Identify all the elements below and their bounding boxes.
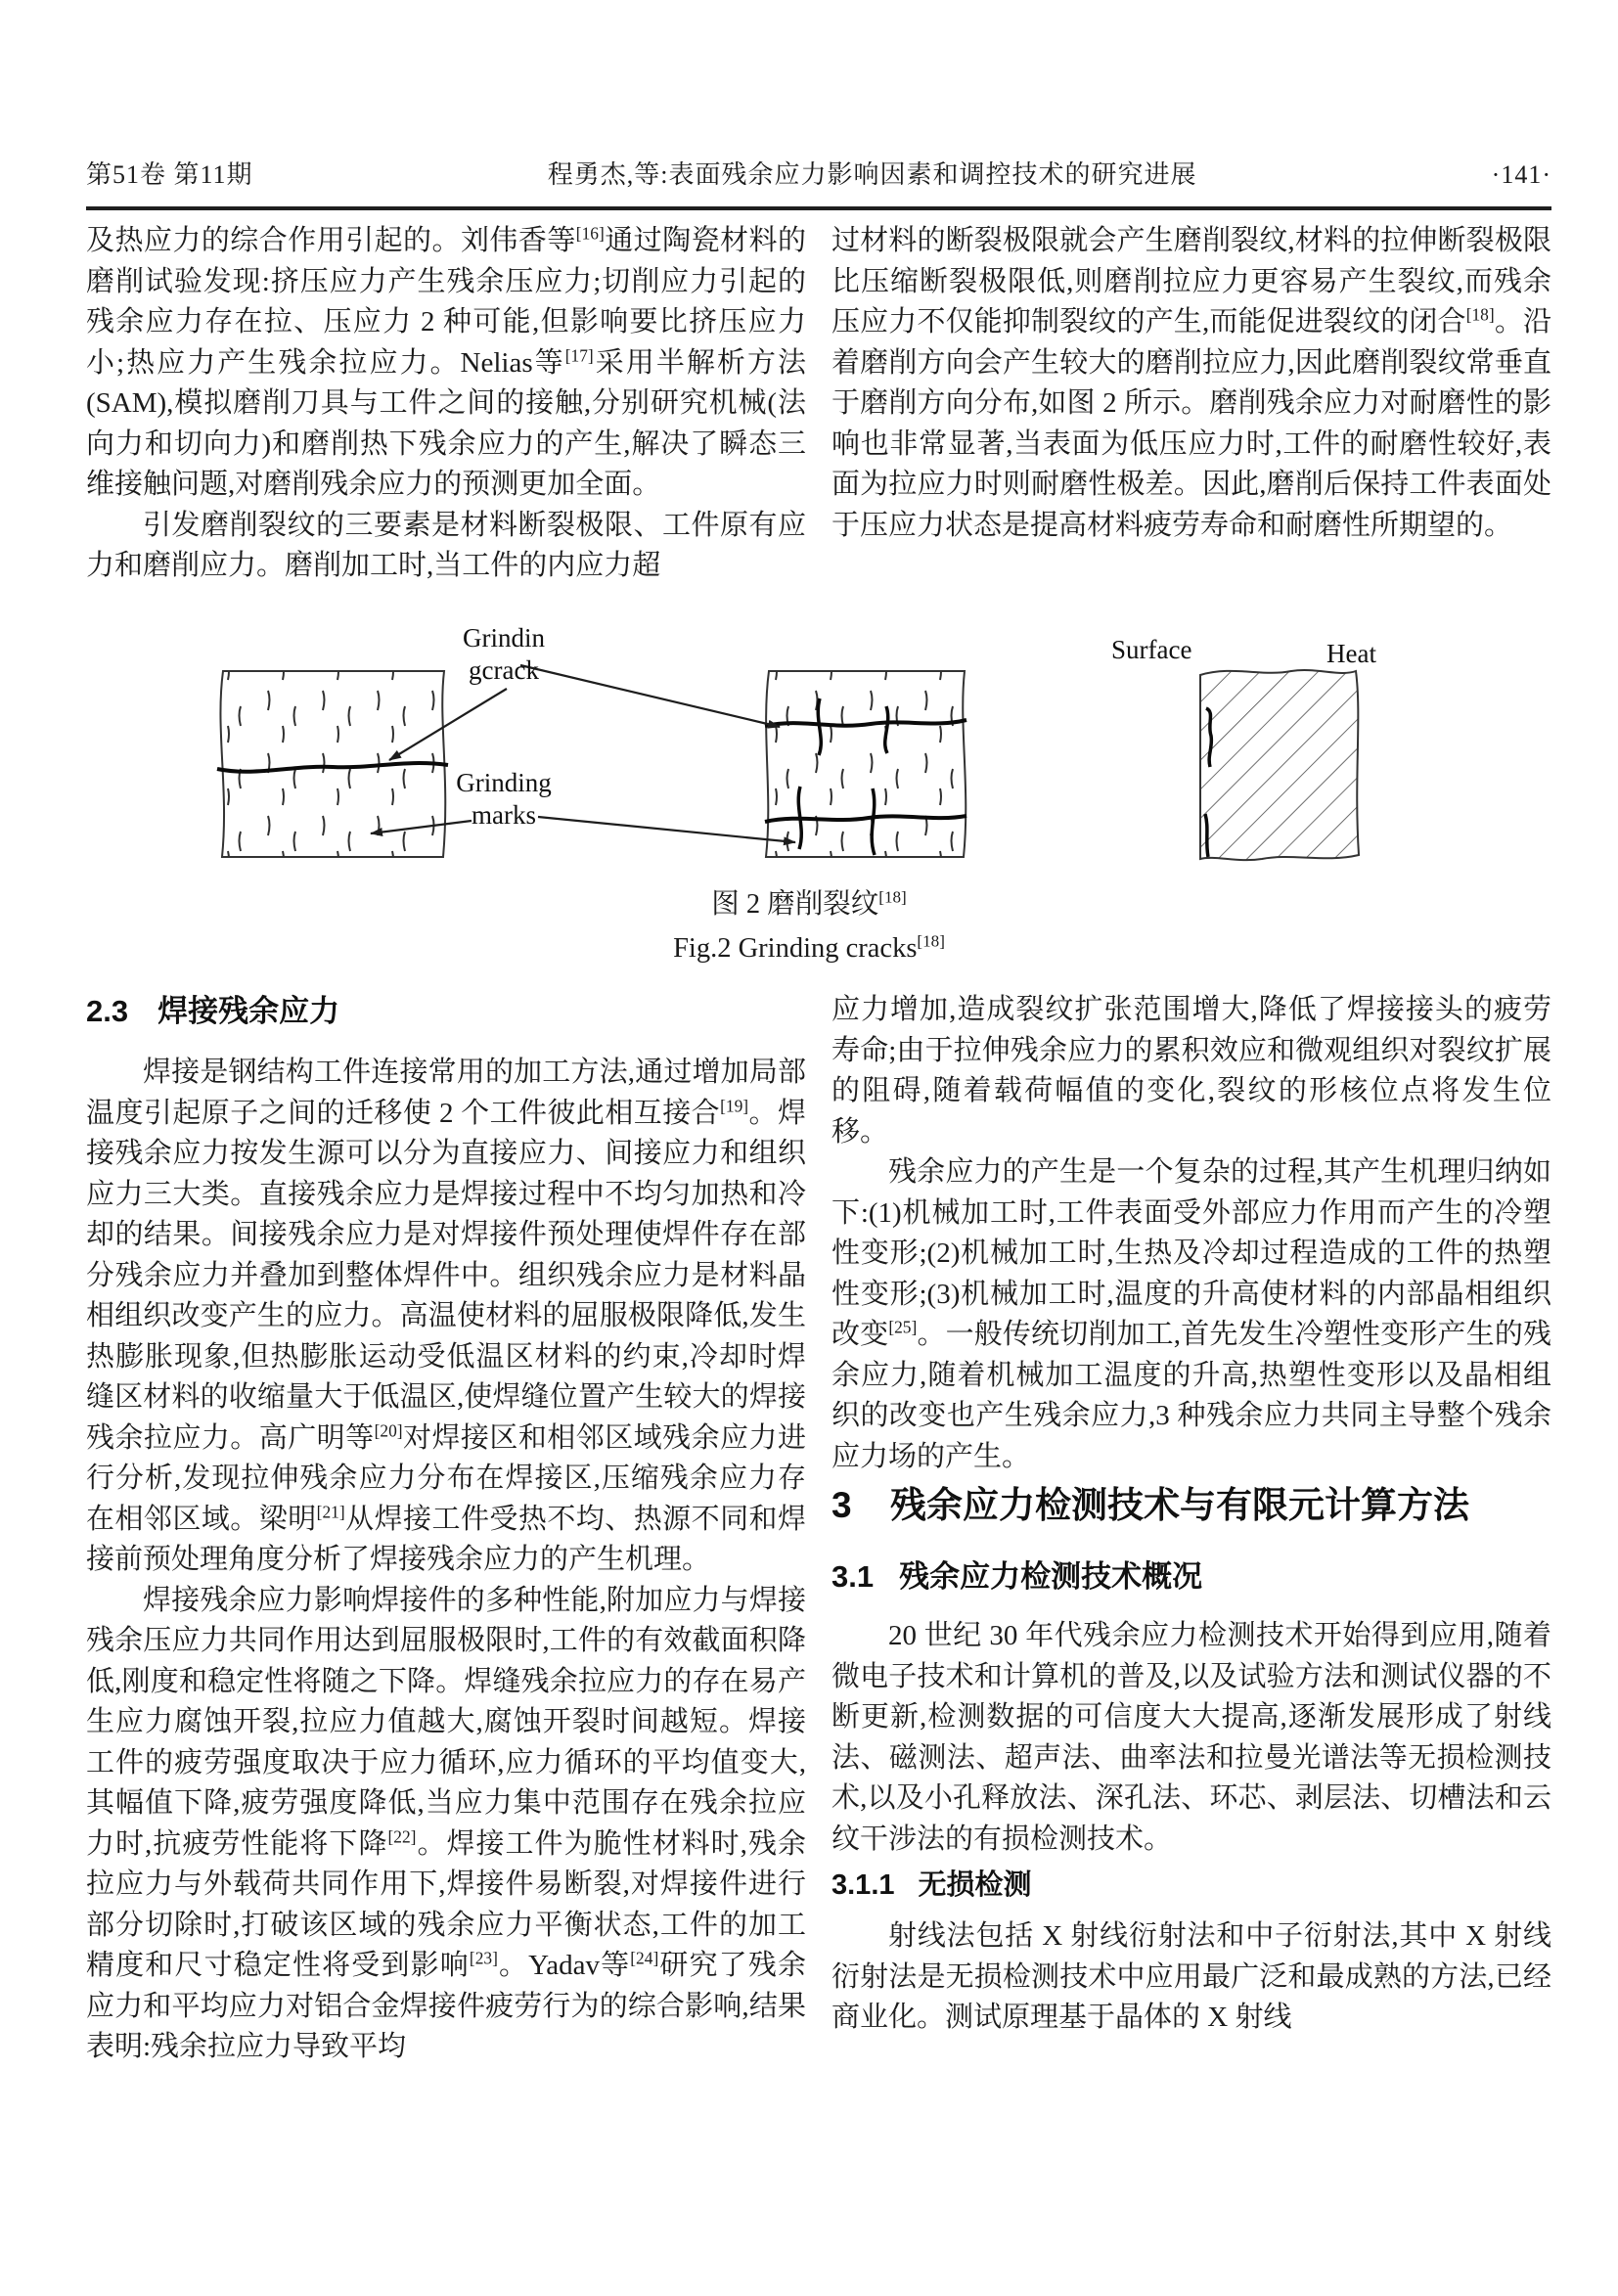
figure-caption xyxy=(0,882,1618,970)
label-heat: Heat xyxy=(1326,639,1376,668)
left-column-bottom xyxy=(86,990,806,2068)
right-column-bottom xyxy=(831,990,1551,2039)
label-grinding-crack: Grindin gcrack xyxy=(463,623,545,685)
running-title: 程勇杰,等:表面残余应力影响因素和调控技术的研究进展 xyxy=(547,160,1197,189)
grinding-cracks-illustration xyxy=(147,622,1467,904)
volume-issue: 第51卷 第11期 xyxy=(86,160,253,189)
paragraph: 焊接残余应力影响焊接件的多种性能,附加应力与焊接残余压应力共同作用达到屈服极限时,工件的有效截面积降低,刚度和稳定性将随之下降。焊缝残余拉应力的存在易产生应力腐蚀开裂,拉应力值越大,腐蚀开裂时间越短。焊接工件的疲劳强度取决于应力循环,应力循环的平均值变大,其幅值下降,疲劳强度降低,当应力集中范围存在残余拉应力时,抗疲劳性能将下降[22]。焊接工件为脆性材料时,残余拉应力与外载荷共同作用下,焊接件易断裂,对焊接件进行部分切除时,打破该区域的残余应力平衡状态,工件的加工精度和尺寸稳定性将受到影响[23]。Yadav等[24]研究了残余应力和平均应力对铝合金焊接件疲劳行为的综合影响,结果表明:残余拉应力导致平均 xyxy=(86,1584,806,2062)
paragraph: 焊接是钢结构工件连接常用的加工方法,通过增加局部温度引起原子之间的迁移使 2 个工件彼此相互接合[19]。焊接残余应力按发生源可以分为直接应力、间接应力和组织应力三大类。直接残余应力是焊接过程中不均匀加热和冷却的结果。间接残余应力是对焊接件预处理使焊件存在部分残余应力并叠加到整体焊件中。组织残余应力是材料晶相组织改变产生的应力。高温使材料的屈服极限降低,发生热膨胀现象,但热膨胀运动受低温区材料的约束,冷却时焊缝区材料的收缩量大于低温区,使焊缝位置产生较大的焊接残余拉应力。高广明等[20]对焊接区和相邻区域残余应力进行分析,发现拉伸残余应力分布在焊接区,压缩残余应力存在相邻区域。梁明[21]从焊接工件受热不均、热源不同和焊接前预处理角度分析了焊接残余应力的产生机理。 xyxy=(86,1057,806,1575)
figure-grinding-cracks xyxy=(147,622,1467,904)
figure-caption-en: Fig.2 Grinding cracks[18] xyxy=(673,931,945,964)
section-heading-3-1-1: 3.1.1 无损检测 xyxy=(831,1869,1032,1901)
paragraph: 20 世纪 30 年代残余应力检测技术开始得到应用,随着微电子技术和计算机的普及,以及试验方法和测试仪器的不断更新,检测数据的可信度大大提高,逐渐发展形成了射线法、磁测法、超声法、曲率法和拉曼光谱法等无损检测技术,以及小孔释放法、深孔法、环芯、剥层法、切槽法和云纹干涉法的有损检测技术。 xyxy=(831,1620,1551,1855)
page-header xyxy=(86,155,1551,210)
paragraph: 射线法包括 X 射线衍射法和中子衍射法,其中 X 射线衍射法是无损检测技术中应用最广泛和最成熟的方法,已经商业化。测试原理基于晶体的 X 射线 xyxy=(831,1920,1551,2033)
panel-c-hatched xyxy=(1200,670,1359,860)
section-heading-3: 3 残余应力检测技术与有限元计算方法 xyxy=(831,1485,1469,1525)
left-column-top xyxy=(86,221,806,628)
label-surface: Surface xyxy=(1111,635,1192,664)
section-heading-2-3: 2.3 焊接残余应力 xyxy=(86,994,340,1028)
paragraph: 引发磨削裂纹的三要素是材料断裂极限、工件原有应力和磨削应力。磨削加工时,当工件的内应力超 xyxy=(86,509,806,581)
figure-caption-zh: 图 2 磨削裂纹[18] xyxy=(711,887,907,920)
arrow-marks-right xyxy=(538,817,795,842)
paragraph: 残余应力的产生是一个复杂的过程,其产生机理归纳如下:(1)机械加工时,工件表面受外部应力作用而产生的冷塑性变形;(2)机械加工时,生热及冷却过程造成的工件的热塑性变形;(3)机械加工时,温度的升高使材料的内部晶相组织改变[25]。一般传统切削加工,首先发生冷塑性变形产生的残余应力,随着机械加工温度的升高,热塑性变形以及晶相组织的改变也产生残余应力,3 种残余应力共同主导整个残余应力场的产生。 xyxy=(831,1156,1551,1472)
paragraph: 过材料的断裂极限就会产生磨削裂纹,材料的拉伸断裂极限比压缩断裂极限低,则磨削拉应力更容易产生裂纹,而残余压应力不仅能抑制裂纹的产生,而能促进裂纹的闭合[18]。沿着磨削方向会产生较大的磨削拉应力,因此磨削裂纹常垂直于磨削方向分布,如图 2 所示。磨削残余应力对耐磨性的影响也非常显著,当表面为低压应力时,工件的耐磨性较好,表面为拉应力时则耐磨性极差。因此,磨削后保持工件表面处于压应力状态是提高材料疲劳寿命和耐磨性所期望的。 xyxy=(831,225,1551,541)
paragraph: 及热应力的综合作用引起的。刘伟香等[16]通过陶瓷材料的磨削试验发现:挤压应力产生残余压应力;切削应力引起的残余应力存在拉、压应力 2 种可能,但影响要比挤压应力小;热应力产生残余拉应力。Nelias等[17]采用半解析方法(SAM),模拟磨削刀具与工件之间的接触,分别研究机械(法向力和切向力)和磨削热下残余应力的产生,解决了瞬态三维接触问题,对磨削残余应力的预测更加全面。 xyxy=(86,223,806,500)
paragraph: 应力增加,造成裂纹扩张范围增大,降低了焊接接头的疲劳寿命;由于拉伸残余应力的累积效应和微观组织对裂纹扩展的阻碍,随着载荷幅值的变化,裂纹的形核位点将发生位移。 xyxy=(831,994,1551,1148)
label-grinding-marks: Grinding marks xyxy=(456,768,552,830)
page-number: ·141· xyxy=(1491,160,1551,189)
right-column-top xyxy=(831,221,1551,632)
section-heading-3-1: 3.1 残余应力检测技术概况 xyxy=(831,1559,1203,1594)
